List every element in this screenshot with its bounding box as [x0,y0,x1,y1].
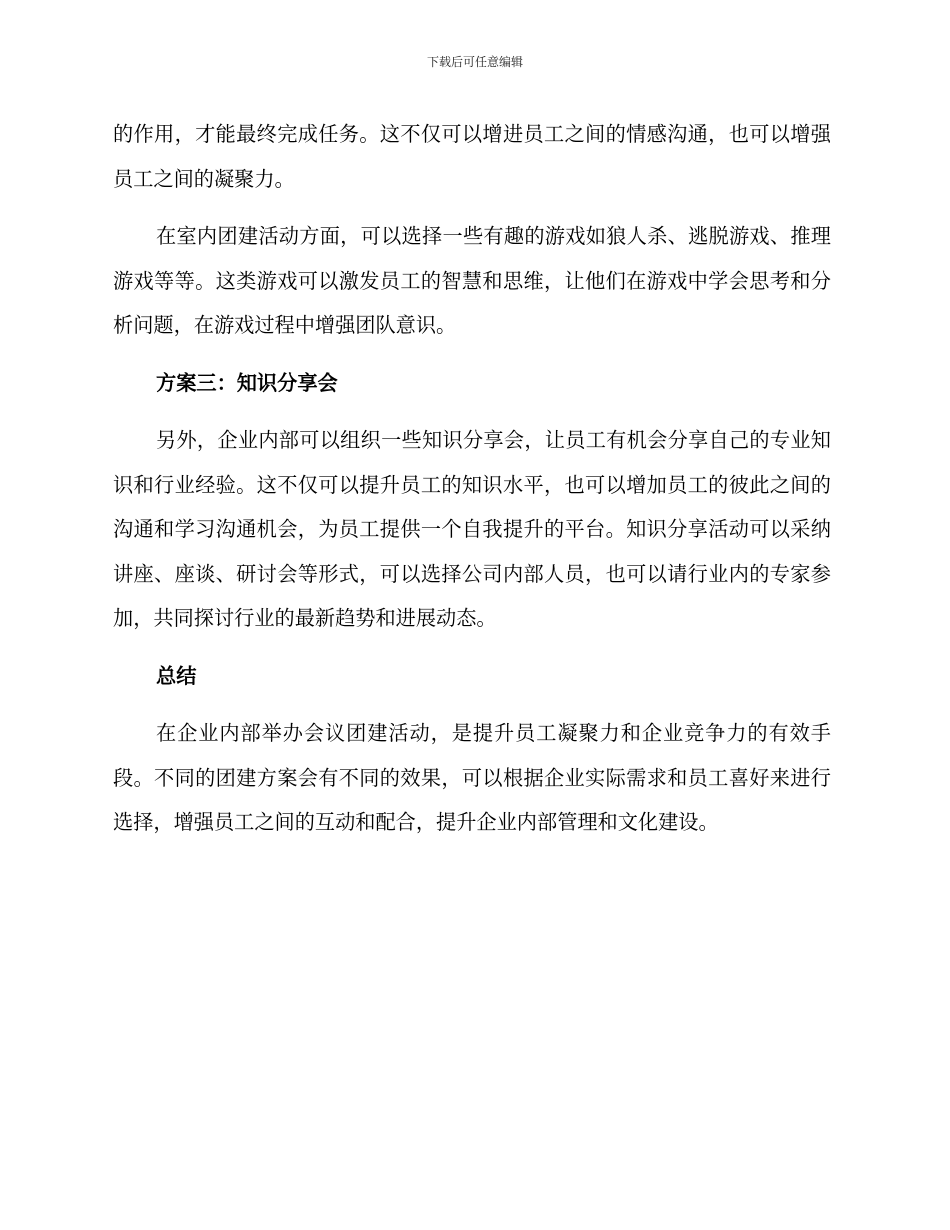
section-heading-plan-three: 方案三：知识分享会 [156,370,338,395]
paragraph-summary: 在企业内部举办会议团建活动，是提升员工凝聚力和企业竞争力的有效手段。不同的团建方案会有不同的效果，可以根据企业实际需求和员工喜好来进行选择，增强员工之间的互动和配合，提升企业内部管理和文化建设。 [113,721,831,834]
section-heading-summary: 总结 [156,663,197,688]
document-body [113,112,831,845]
paragraph-knowledge-sharing: 另外，企业内部可以组织一些知识分享会，让员工有机会分享自己的专业知识和行业经验。这不仅可以提升员工的知识水平，也可以增加员工的彼此之间的沟通和学习沟通机会，为员工提供一个自我提升的平台。知识分享活动可以采纳讲座、座谈、研讨会等形式，可以选择公司内部人员，也可以请行业内的专家参加，共同探讨行业的最新趋势和进展动态。 [113,428,831,630]
paragraph-indoor-activities: 在室内团建活动方面，可以选择一些有趣的游戏如狼人杀、逃脱游戏、推理游戏等等。这类游戏可以激发员工的智慧和思维，让他们在游戏中学会思考和分析问题，在游戏过程中增强团队意识。 [113,224,831,337]
page-header: 下载后可任意编辑 [426,55,523,69]
paragraph-continuation: 的作用，才能最终完成任务。这不仅可以增进员工之间的情感沟通，也可以增强员工之间的凝聚力。 [113,122,831,191]
